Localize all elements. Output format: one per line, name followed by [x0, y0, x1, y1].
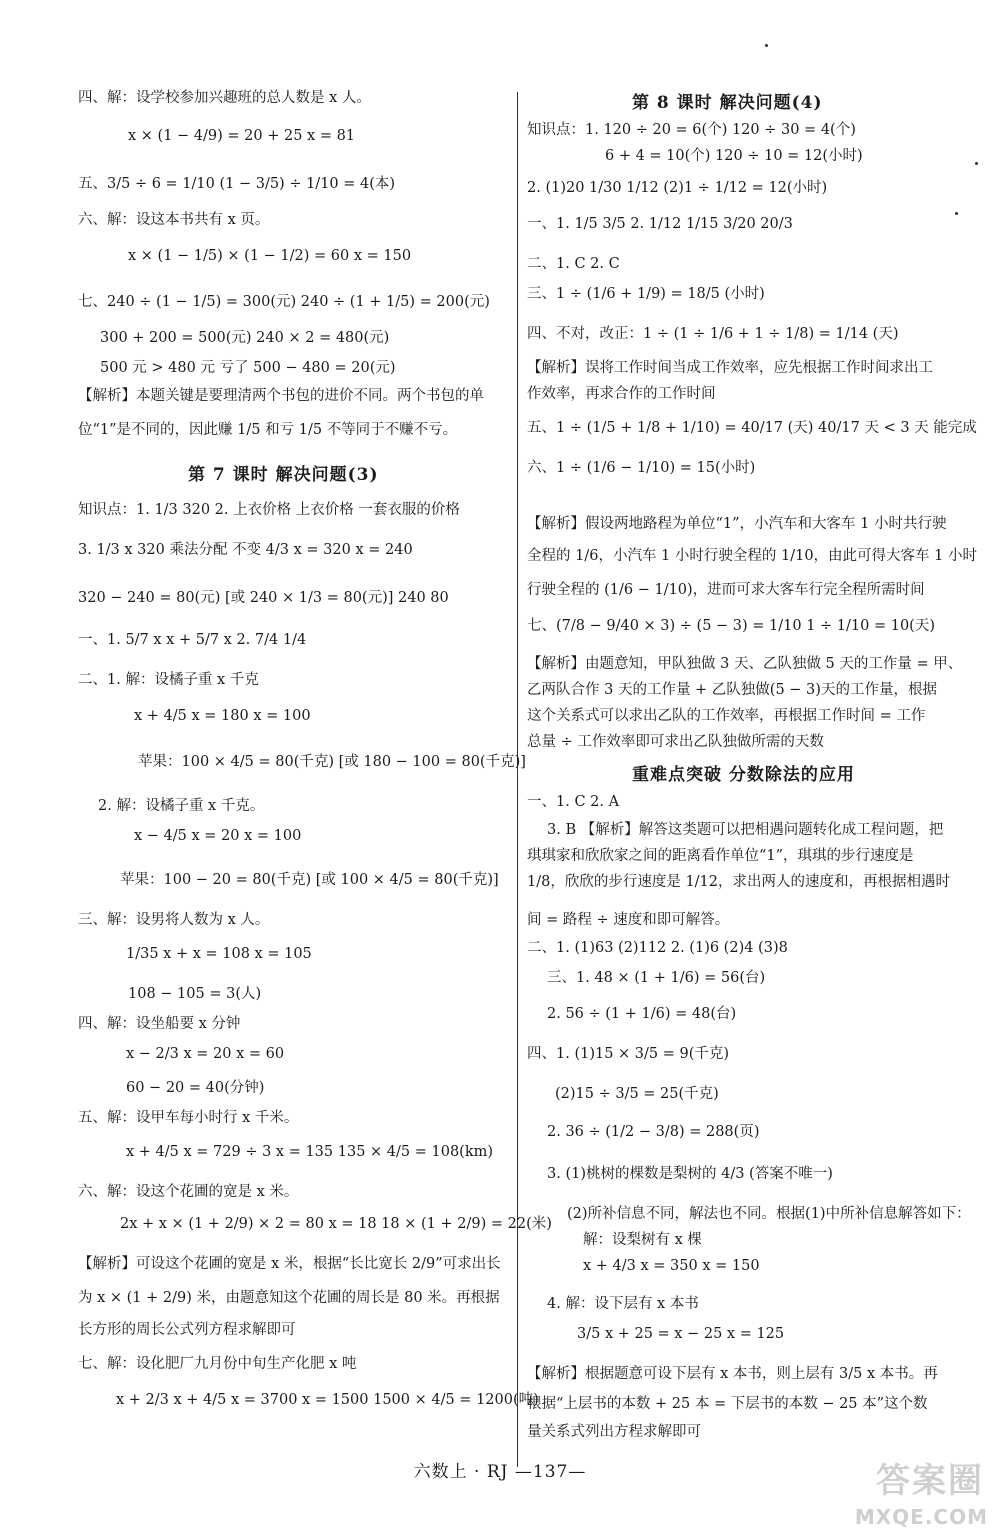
answer-line: x + 2/3 x + 4/5 x = 3700 x = 1500 1500 × 4/5 = 1200(吨)	[116, 1392, 539, 1408]
answer-line: 长方形的周长公式列方程求解即可	[78, 1322, 296, 1338]
answer-line: 【解析】假设两地路程为单位“1”，小汽车和大客车 1 小时共行驶	[527, 516, 947, 532]
answer-line: 【解析】根据题意可设下层有 x 本书，则上层有 3/5 x 本书。再	[527, 1366, 938, 1382]
answer-line: (2)所补信息不同，解法也不同。根据(1)中所补信息解答如下：	[567, 1206, 971, 1222]
answer-line: x + 4/5 x = 180 x = 100	[134, 708, 311, 724]
answer-line: 【解析】误将工作时间当成工作效率，应先根据工作时间求出工	[527, 360, 933, 376]
answer-line: 七、解：设化肥厂九月份中旬生产化肥 x 吨	[78, 1356, 357, 1372]
answer-line: 【解析】由题意知，甲队独做 3 天、乙队独做 5 天的工作量 = 甲、	[527, 656, 963, 672]
answer-line: 4. 解：设下层有 x 本书	[547, 1296, 699, 1312]
answer-line: 320 − 240 = 80(元) [或 240 × 1/3 = 80(元)] 240 80	[78, 590, 449, 606]
answer-line: 三、解：设男将人数为 x 人。	[78, 912, 270, 928]
answer-line: x × (1 − 1/5) × (1 − 1/2) = 60 x = 150	[128, 248, 412, 264]
answer-line: x − 2/3 x = 20 x = 60	[126, 1046, 285, 1062]
answer-line: 三、1. 48 × (1 + 1/6) = 56(台)	[547, 970, 766, 986]
answer-line: 六、解：设这本书共有 x 页。	[78, 212, 270, 228]
answer-line: 一、1. 5/7 x x + 5/7 x 2. 7/4 1/4	[78, 632, 307, 648]
answer-line: 四、不对，改正：1 ÷ (1 ÷ 1/6 + 1 ÷ 1/8) = 1/14 (天)	[527, 326, 899, 342]
answer-line: 五、解：设甲车每小时行 x 千米。	[78, 1110, 299, 1126]
section-heading: 第 8 课时 解决问题(4)	[632, 93, 823, 113]
answer-line: 二、1. 解：设橘子重 x 千克	[78, 672, 259, 688]
answer-line: 二、1. (1)63 (2)112 2. (1)6 (2)4 (3)8	[527, 940, 788, 956]
answer-line: 三、1 ÷ (1/6 + 1/9) = 18/5 (小时)	[527, 286, 765, 302]
answer-line: 1/35 x + x = 108 x = 105	[126, 946, 312, 962]
answer-line: x − 4/5 x = 20 x = 100	[134, 828, 302, 844]
answer-line: 二、1. C 2. C	[527, 256, 620, 272]
answer-line: 琪琪家和欣欣家之间的距离看作单位“1”，琪琪的步行速度是	[527, 848, 914, 864]
answer-line: 【解析】可设这个花圃的宽是 x 米，根据“长比宽长 2/9”可求出长	[78, 1256, 501, 1272]
answer-line: 2. 56 ÷ (1 + 1/6) = 48(台)	[547, 1006, 737, 1022]
answer-line: 行驶全程的 (1/6 − 1/10)，进而可求大客车行完全程所需时间	[527, 582, 925, 598]
answer-line: 根据“上层书的本数 + 25 本 = 下层书的本数 − 25 本”这个数	[527, 1396, 928, 1412]
answer-line: x + 4/3 x = 350 x = 150	[583, 1258, 760, 1274]
answer-line: 108 − 105 = 3(人)	[128, 986, 262, 1002]
answer-line: 苹果：100 × 4/5 = 80(千克) [或 180 − 100 = 80(千克)]	[138, 754, 526, 770]
scan-speck	[955, 212, 958, 215]
answer-line: 总量 ÷ 工作效率即可求出乙队独做所需的天数	[527, 734, 824, 750]
answer-line: 知识点：1. 120 ÷ 20 = 6(个) 120 ÷ 30 = 4(个)	[527, 122, 856, 138]
answer-line: 【解析】本题关键是要理清两个书包的进价不同。两个书包的单	[78, 388, 484, 404]
answer-line: 3. (1)桃树的棵数是梨树的 4/3 (答案不唯一)	[547, 1166, 833, 1182]
answer-line: 3. B 【解析】解答这类题可以把相遇问题转化成工程问题，把	[547, 822, 944, 838]
page-footer: 六数上 · RJ —137—	[413, 1462, 587, 1482]
answer-line: 2. (1)20 1/30 1/12 (2)1 ÷ 1/12 = 12(小时)	[527, 180, 828, 196]
section-heading: 重难点突破 分数除法的应用	[632, 765, 855, 785]
answer-line: 四、解：设学校参加兴趣班的总人数是 x 人。	[78, 90, 371, 106]
site-watermark	[834, 1453, 994, 1529]
answer-line: 乙两队合作 3 天的工作量 + 乙队独做(5 − 3)天的工作量，根据	[527, 682, 937, 698]
answer-line: 1/8，欣欣的步行速度是 1/12，求出两人的速度和，再根据相遇时	[527, 874, 951, 890]
answer-line: 2x + x × (1 + 2/9) × 2 = 80 x = 18 18 × (1 + 2/9) = 22(米)	[120, 1216, 552, 1232]
answer-line: 全程的 1/6，小汽车 1 小时行驶全程的 1/10，由此可得大客车 1 小时	[527, 548, 978, 564]
answer-line: 四、1. (1)15 × 3/5 = 9(千克)	[527, 1046, 730, 1062]
answer-line: 间 = 路程 ÷ 速度和即可解答。	[527, 912, 730, 928]
answer-line: 300 + 200 = 500(元) 240 × 2 = 480(元)	[100, 330, 390, 346]
watermark-logo-text: 答案圈	[876, 1461, 984, 1501]
answer-line: 位“1”是不同的，因此赚 1/5 和亏 1/5 不等同于不赚不亏。	[78, 422, 458, 438]
answer-line: 四、解：设坐船要 x 分钟	[78, 1016, 241, 1032]
watermark-domain: MXQE.COM	[854, 1505, 988, 1529]
scan-speck	[765, 44, 768, 47]
answer-line: x + 4/5 x = 729 ÷ 3 x = 135 135 × 4/5 = 108(km)	[126, 1144, 494, 1160]
answer-line: 六、解：设这个花圃的宽是 x 米。	[78, 1184, 299, 1200]
answer-line: 这个关系式可以求出乙队的工作效率，再根据工作时间 = 工作	[527, 708, 926, 724]
answer-line: 一、1. 1/5 3/5 2. 1/12 1/15 3/20 20/3	[527, 216, 793, 232]
answer-line: 3/5 x + 25 = x − 25 x = 125	[577, 1326, 785, 1342]
answer-line: 七、(7/8 − 9/40 × 3) ÷ (5 − 3) = 1/10 1 ÷ 1/10 = 10(天)	[527, 618, 935, 634]
scan-speck	[975, 162, 978, 165]
column-divider	[517, 92, 518, 1467]
answer-line: 五、3/5 ÷ 6 = 1/10 (1 − 3/5) ÷ 1/10 = 4(本)	[78, 176, 396, 192]
answer-line: x × (1 − 4/9) = 20 + 25 x = 81	[128, 128, 356, 144]
answer-line: 3. 1/3 x 320 乘法分配 不变 4/3 x = 320 x = 240	[78, 542, 413, 558]
answer-line: 知识点：1. 1/3 320 2. 上衣价格 上衣价格 一套衣服的价格	[78, 502, 460, 518]
answer-line: 量关系式列出方程求解即可	[527, 1424, 701, 1440]
answer-line: 6 + 4 = 10(个) 120 ÷ 10 = 12(小时)	[605, 148, 863, 164]
answer-line: 一、1. C 2. A	[527, 794, 620, 810]
answer-line: 60 − 20 = 40(分钟)	[126, 1080, 265, 1096]
answer-line: 六、1 ÷ (1/6 − 1/10) = 15(小时)	[527, 460, 756, 476]
answer-line: 解：设梨树有 x 棵	[583, 1232, 702, 1248]
answer-line: (2)15 ÷ 3/5 = 25(千克)	[555, 1086, 719, 1102]
answer-line: 为 x × (1 + 2/9) 米，由题意知这个花圃的周长是 80 米。再根据	[78, 1290, 500, 1306]
answer-line: 苹果：100 − 20 = 80(千克) [或 100 × 4/5 = 80(千克)]	[120, 872, 499, 888]
section-heading: 第 7 课时 解决问题(3)	[188, 465, 379, 485]
answer-line: 2. 解：设橘子重 x 千克。	[98, 798, 265, 814]
answer-line: 2. 36 ÷ (1/2 − 3/8) = 288(页)	[547, 1124, 760, 1140]
answer-line: 500 元 > 480 元 亏了 500 − 480 = 20(元)	[100, 360, 396, 376]
answer-line: 作效率，再求合作的工作时间	[527, 386, 716, 402]
answer-line: 七、240 ÷ (1 − 1/5) = 300(元) 240 ÷ (1 + 1/5) = 200(元)	[78, 294, 490, 310]
answer-line: 五、1 ÷ (1/5 + 1/8 + 1/10) = 40/17 (天) 40/17 天 < 3 天 能完成	[527, 420, 977, 436]
